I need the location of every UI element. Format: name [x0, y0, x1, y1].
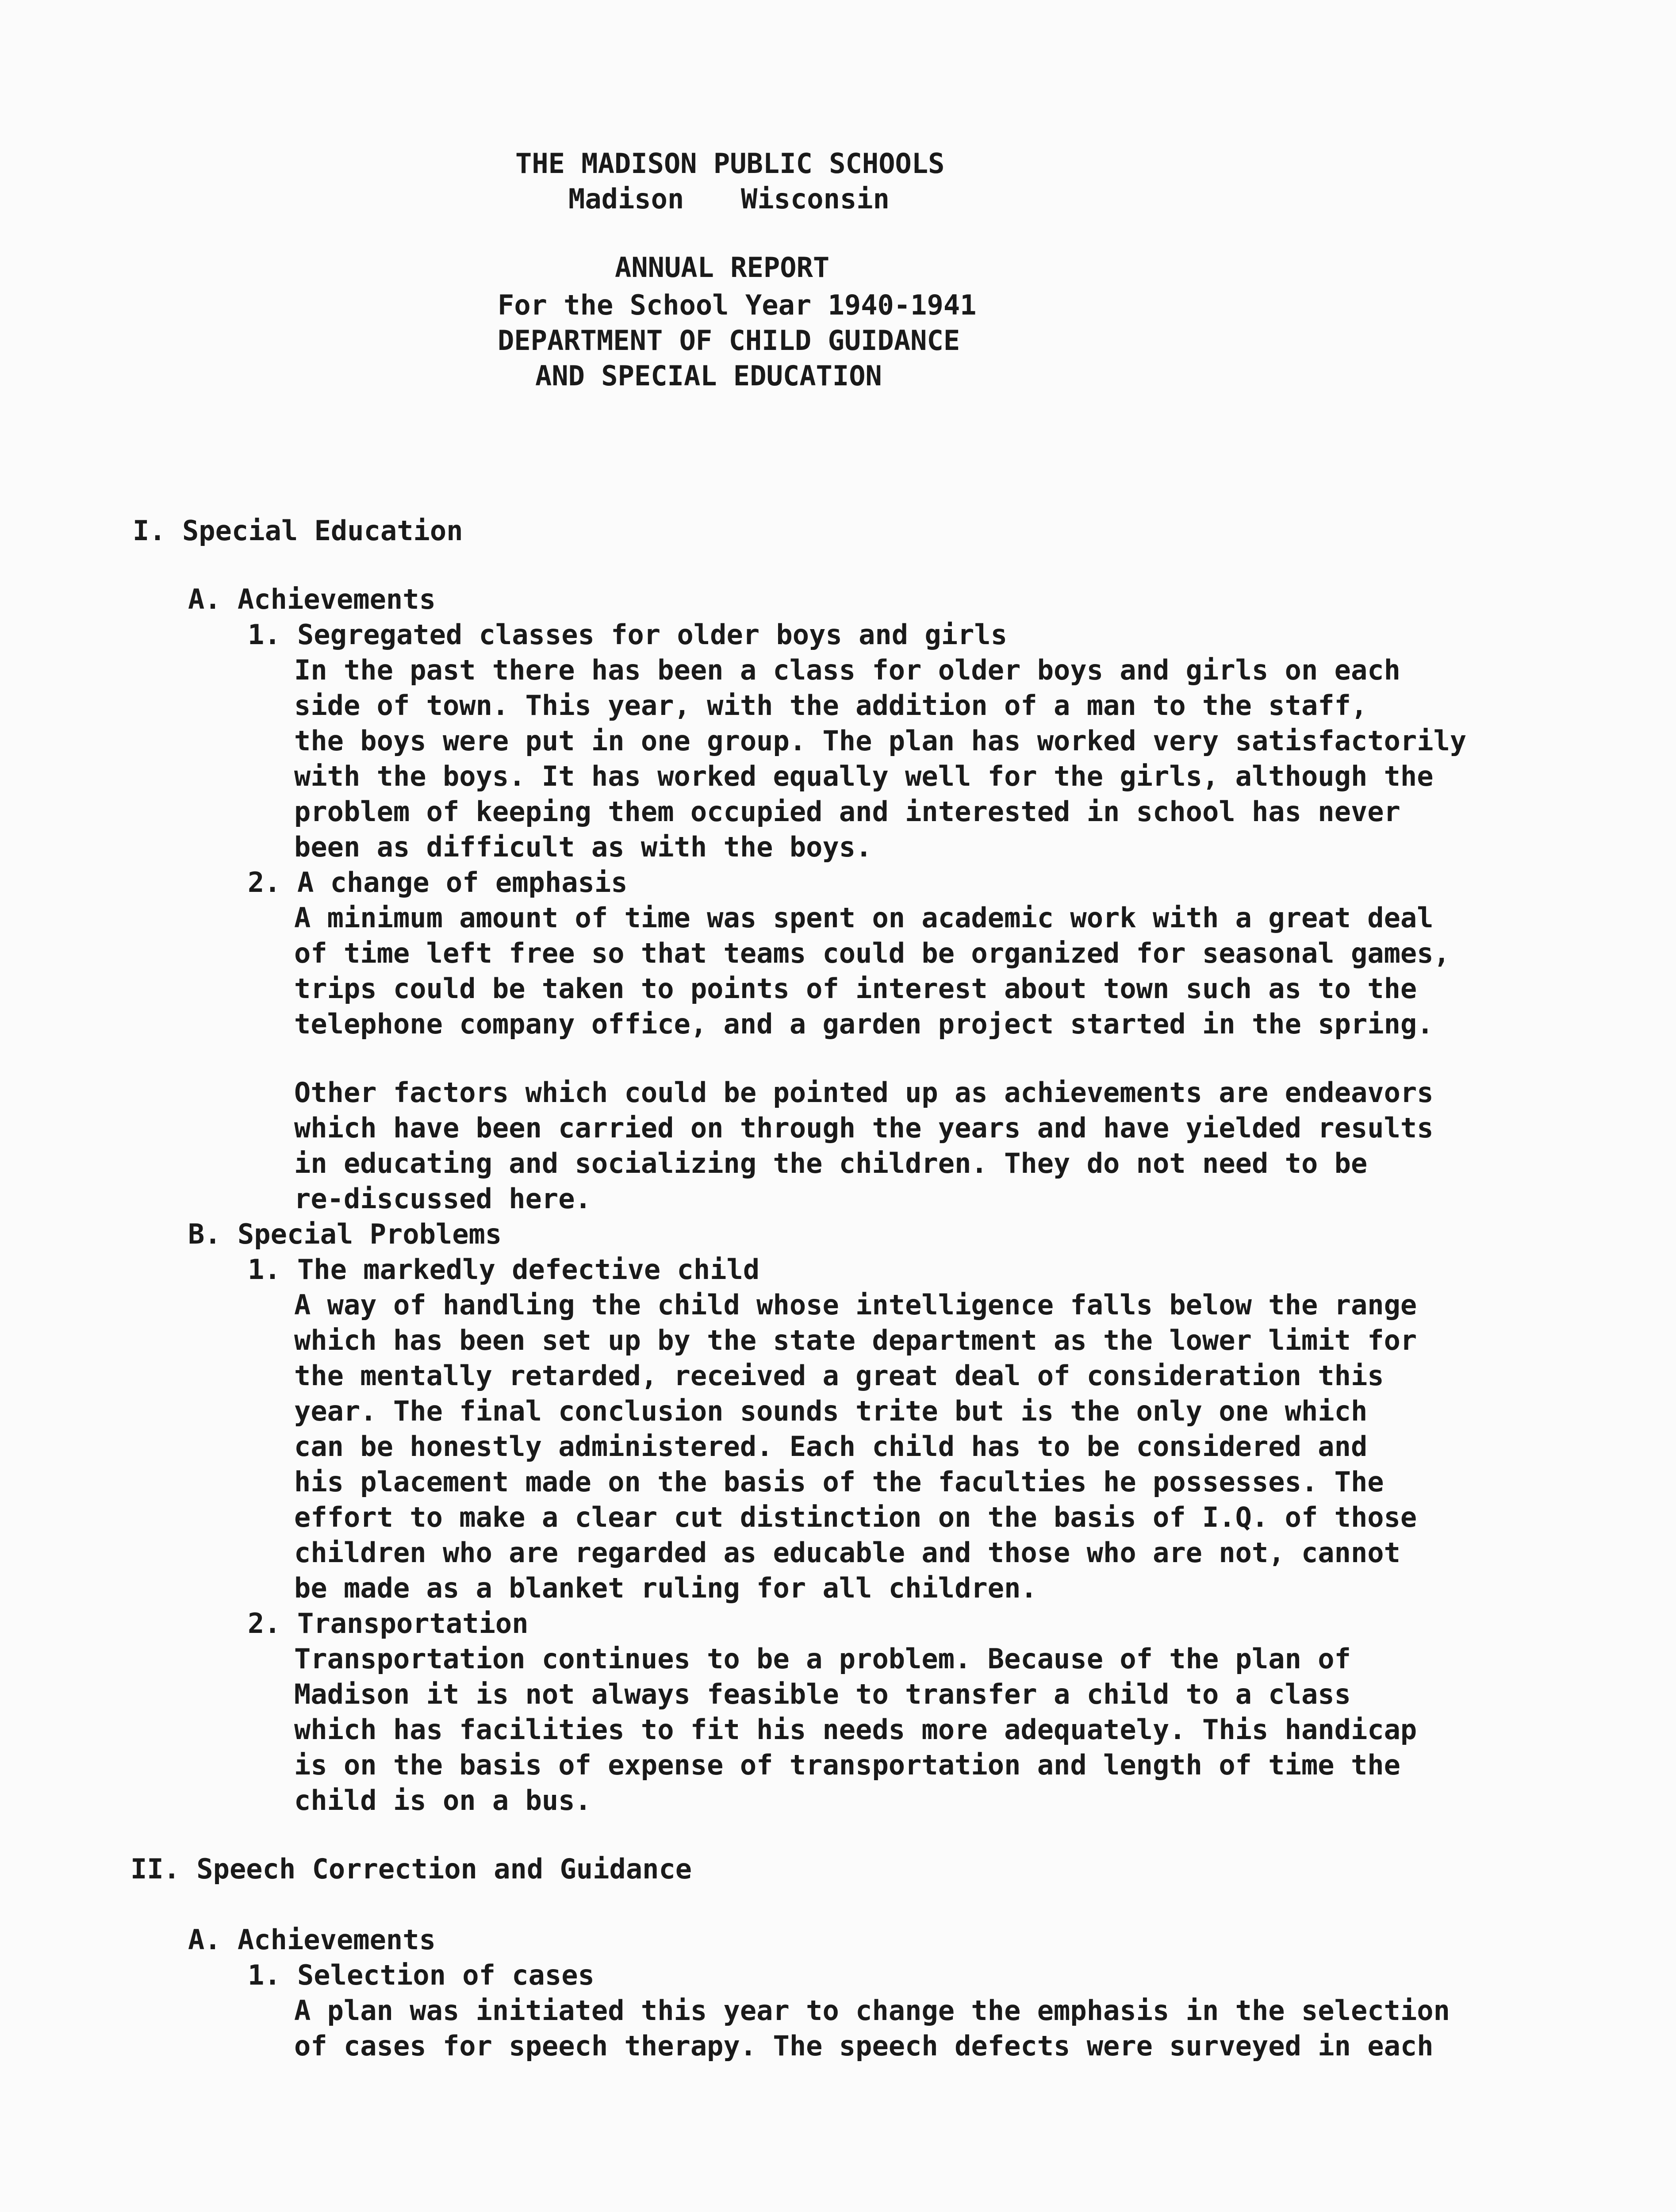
paragraph-line: children who are regarded as educable and those who are not, cannot	[294, 1536, 1400, 1569]
paragraph-line: Madison it is not always feasible to transfer a child to a class	[294, 1678, 1351, 1710]
paragraph-line: of time left free so that teams could be organized for seasonal games,	[294, 937, 1450, 969]
paragraph-line: Other factors which could be pointed up as achievements are endeavors	[294, 1076, 1434, 1109]
paragraph-line: which have been carried on through the years and have yielded results	[294, 1112, 1434, 1144]
paragraph-line: effort to make a clear cut distinction on the basis of I.Q. of those	[294, 1501, 1417, 1533]
paragraph-line: A plan was initiated this year to change the emphasis in the selection	[294, 1994, 1450, 2027]
section-1b-item-1-heading: 1. The markedly defective child	[248, 1253, 760, 1286]
section-1a-other-paragraph	[294, 1075, 1434, 1217]
paragraph-line: side of town. This year, with the addition of a man to the staff,	[294, 689, 1368, 722]
header-state: Wisconsin	[741, 183, 890, 215]
paragraph-line: which has facilities to fit his needs more adequately. This handicap	[294, 1713, 1417, 1746]
paragraph-line: year. The final conclusion sounds trite but is the only one which	[294, 1395, 1368, 1427]
paragraph-line: of cases for speech therapy. The speech defects were surveyed in each	[294, 2030, 1434, 2062]
section-2a-item-1-paragraph	[294, 1993, 1450, 2064]
paragraph-line: telephone company office, and a garden project started in the spring.	[294, 1008, 1434, 1040]
paragraph-line: the mentally retarded, received a great deal of consideration this	[294, 1359, 1384, 1392]
paragraph-line: his placement made on the basis of the faculties he possesses. The	[294, 1466, 1384, 1498]
school-year: For the School Year 1940-1941	[498, 289, 977, 321]
paragraph-line: can be honestly administered. Each child has to be considered and	[294, 1430, 1368, 1463]
paragraph-line: A way of handling the child whose intelligence falls below the range	[294, 1289, 1417, 1321]
paragraph-line: is on the basis of expense of transportation and length of time the	[294, 1749, 1400, 1781]
report-title: ANNUAL REPORT	[615, 251, 830, 284]
section-1a-item-2-paragraph	[294, 900, 1450, 1042]
paragraph-line: problem of keeping them occupied and interested in school has never	[294, 795, 1400, 828]
section-1a-heading: A. Achievements	[188, 583, 436, 615]
section-1b-item-2-heading: 2. Transportation	[248, 1607, 529, 1640]
section-2a-item-1-heading: 1. Selection of cases	[248, 1959, 594, 1991]
section-1b-heading: B. Special Problems	[188, 1218, 502, 1250]
section-1a-item-2-heading: 2. A change of emphasis	[248, 866, 628, 899]
paragraph-line: in educating and socializing the children. They do not need to be	[294, 1147, 1368, 1179]
paragraph-line: In the past there has been a class for older boys and girls on each	[294, 654, 1400, 686]
section-2a-heading: A. Achievements	[188, 1924, 436, 1956]
department-line-1: DEPARTMENT OF CHILD GUIDANCE	[498, 324, 960, 357]
paragraph-line: been as difficult as with the boys.	[294, 831, 872, 863]
paragraph-line: re-discussed here.	[294, 1183, 591, 1215]
section-1a-item-1-paragraph	[294, 653, 1466, 865]
paragraph-line: be made as a blanket ruling for all children.	[294, 1572, 1037, 1604]
section-1b-item-2-paragraph	[294, 1641, 1417, 1818]
paragraph-line: which has been set up by the state department as the lower limit for	[294, 1324, 1417, 1356]
paragraph-line: A minimum amount of time was spent on academic work with a great deal	[294, 902, 1434, 934]
section-1-heading: I. Special Education	[133, 515, 463, 547]
department-line-2: AND SPECIAL EDUCATION	[535, 360, 882, 392]
paragraph-line: with the boys. It has worked equally well for the girls, although the	[294, 760, 1434, 792]
section-1b-item-1-paragraph	[294, 1287, 1417, 1606]
section-2-heading: II. Speech Correction and Guidance	[130, 1853, 692, 1885]
section-1a-item-1-heading: 1. Segregated classes for older boys and girls	[248, 618, 1008, 651]
header-org: THE MADISON PUBLIC SCHOOLS	[515, 147, 945, 180]
header-city: Madison	[568, 183, 684, 215]
paragraph-line: the boys were put in one group. The plan has worked very satisfactorily	[294, 725, 1467, 757]
paragraph-line: Transportation continues to be a problem. Because of the plan of	[294, 1643, 1351, 1675]
paragraph-line: child is on a bus.	[294, 1784, 591, 1816]
paragraph-line: trips could be taken to points of interest about town such as to the	[294, 972, 1417, 1005]
